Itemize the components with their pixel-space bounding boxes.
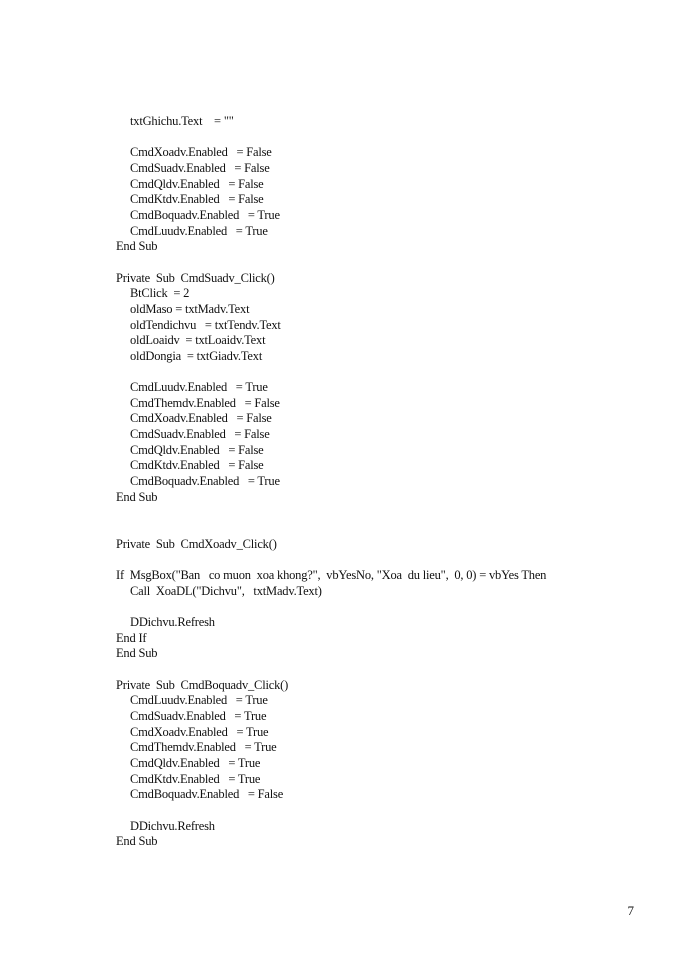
blank-line [116, 521, 676, 537]
code-line: End Sub [116, 834, 158, 849]
code-line: CmdSuadv.Enabled = True [130, 708, 267, 723]
code-line: CmdXoadv.Enabled = False [130, 145, 272, 160]
code-line: CmdBoquadv.Enabled = True [130, 474, 280, 489]
code-line: CmdSuadv.Enabled = False [130, 160, 270, 175]
code-line: Private Sub CmdSuadv_Click() [116, 270, 275, 285]
blank-line [116, 255, 676, 271]
code-line: CmdThemdv.Enabled = False [130, 395, 280, 410]
code-line: CmdXoadv.Enabled = True [130, 724, 269, 739]
code-line: CmdBoquadv.Enabled = False [130, 787, 284, 802]
code-line: CmdKtdv.Enabled = False [130, 192, 264, 207]
code-line: CmdLuudv.Enabled = True [130, 693, 268, 708]
blank-line [116, 803, 676, 819]
code-line: DDichvu.Refresh [130, 615, 215, 629]
code-line: CmdQldv.Enabled = False [130, 442, 264, 457]
code-line: CmdSuadv.Enabled = False [130, 427, 270, 442]
code-line: Private Sub CmdXoadv_Click() [116, 536, 277, 551]
code-line: CmdQldv.Enabled = False [130, 176, 264, 191]
code-line: If MsgBox("Ban co muon xoa khong?", vbYesNo, "Xoa du lieu", 0, 0) = vbYes Then [116, 568, 547, 583]
code-line: CmdQldv.Enabled = True [130, 755, 261, 770]
code-block [116, 114, 676, 850]
code-line: End Sub [116, 239, 158, 254]
code-line: oldDongia = txtGiadv.Text [130, 348, 263, 363]
blank-line [116, 552, 676, 568]
code-line: Private Sub CmdBoquadv_Click() [116, 677, 289, 692]
code-line: Call XoaDL("Dichvu", txtMadv.Text) [130, 583, 322, 598]
code-line: CmdXoadv.Enabled = False [130, 411, 272, 426]
page-number: 7 [627, 903, 634, 918]
blank-line [116, 662, 676, 678]
code-line: CmdLuudv.Enabled = True [130, 223, 268, 238]
code-line: CmdKtdv.Enabled = False [130, 458, 264, 473]
code-line: oldMaso = txtMadv.Text [130, 301, 250, 316]
code-line: oldLoaidv = txtLoaidv.Text [130, 333, 266, 348]
code-line: oldTendichvu = txtTendv.Text [130, 317, 281, 332]
code-line: End Sub [116, 646, 158, 661]
code-line: End Sub [116, 489, 158, 504]
blank-line [116, 505, 676, 521]
code-line: DDichvu.Refresh [130, 818, 215, 833]
code-line: CmdKtdv.Enabled = True [130, 771, 261, 786]
code-line: CmdThemdv.Enabled = True [130, 740, 277, 755]
blank-line [116, 599, 676, 615]
blank-line [116, 365, 676, 381]
code-line: txtGhichu.Text = "" [130, 114, 234, 128]
code-line: CmdLuudv.Enabled = True [130, 380, 268, 395]
blank-line [116, 130, 676, 146]
code-line: End If [116, 630, 147, 645]
code-line: BtClick = 2 [130, 286, 190, 301]
code-line: CmdBoquadv.Enabled = True [130, 207, 280, 222]
